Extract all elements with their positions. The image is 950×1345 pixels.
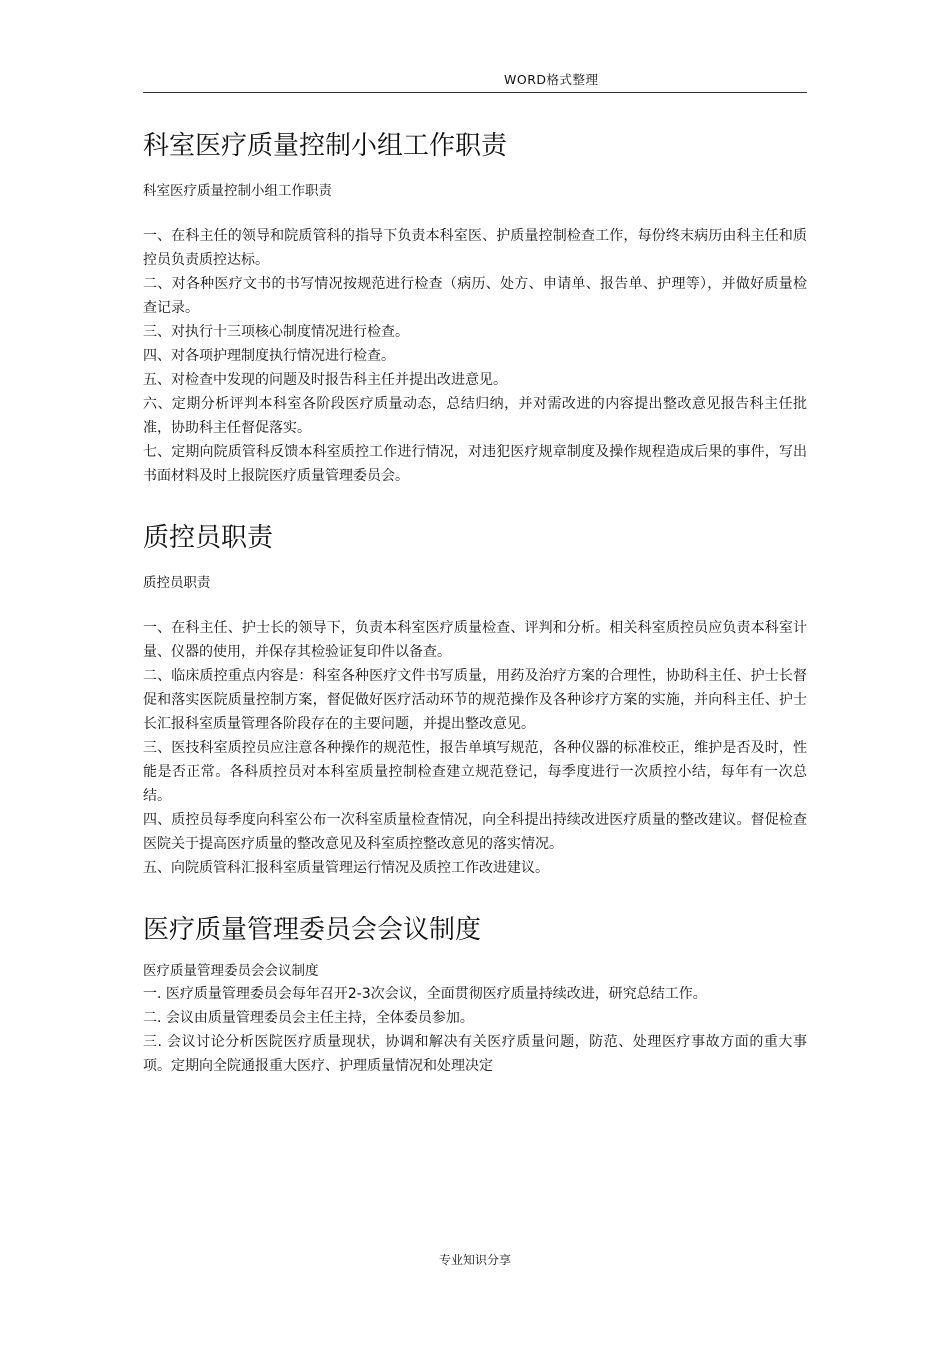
paragraph: 三、对执行十三项核心制度情况进行检查。 [143,324,409,340]
paragraph: 五、向院质管科汇报科室质量管理运行情况及质控工作改进建议。 [143,860,549,876]
paragraph: 七、定期向院质管科反馈本科室质控工作进行情况，对违犯医疗规章制度及操作规程造成后果的事件，写出书面材料及时上报院医疗质量管理委员会。 [143,444,807,484]
paragraph: 四、质控员每季度向科室公布一次科室质量检查情况，向全科提出持续改进医疗质量的整改建议。督促检查医院关于提高医疗质量的整改意见及科室质控整改意见的落实情况。 [143,812,807,852]
paragraph: 四、对各项护理制度执行情况进行检查。 [143,348,395,364]
section-title: 医疗质量管理委员会会议制度 [143,915,482,945]
section-subtitle: 医疗质量管理委员会会议制度 [143,963,319,979]
paragraph: 三、医技科室质控员应注意各种操作的规范性，报告单填写规范，各种仪器的标准校正，维护是否及时，性能是否正常。各科质控员对本科室质量控制检查建立规范登记，每季度进行一次质控小结，每年有一次总结。 [143,740,807,804]
section-subtitle: 质控员职责 [143,575,211,591]
section-quality-control-group [143,92,807,488]
page-header [143,68,807,93]
page-footer: 专业知识分享 [438,1253,511,1267]
section-title: 质控员职责 [143,523,274,553]
paragraph: 二、临床质控重点内容是：科室各种医疗文件书写质量，用药及治疗方案的合理性，协助科主任、护士长督促和落实医院质量控制方案，督促做好医疗活动环节的规范操作及各种诊疗方案的实施，并向科主任、护士长汇报科室质量管理各阶段存在的主要问题，并提出整改意见。 [143,668,807,732]
paragraph: 一. 医疗质量管理委员会每年召开2-3次会议，全面贯彻医疗质量持续改进，研究总结工作。 [143,986,707,1002]
paragraph: 一、在科主任的领导和院质管科的指导下负责本科室医、护质量控制检查工作，每份终末病历由科主任和质控员负责质控达标。 [143,228,807,268]
paragraph: 二、对各种医疗文书的书写情况按规范进行检查（病历、处方、申请单、报告单、护理等），并做好质量检查记录。 [143,276,807,316]
header-text: WORD格式整理 [504,72,599,87]
document-body [143,92,807,1078]
section-subtitle: 科室医疗质量控制小组工作职责 [143,183,332,199]
section-title: 科室医疗质量控制小组工作职责 [143,131,508,161]
paragraph: 一、在科主任、护士长的领导下，负责本科室医疗质量检查、评判和分析。相关科室质控员应负责本科室计量、仪器的使用，并保存其检验证复印件以备查。 [143,620,807,660]
paragraph: 二. 会议由质量管理委员会主任主持，全体委员参加。 [143,1010,474,1026]
paragraph: 三. 会议讨论分析医院医疗质量现状，协调和解决有关医疗质量问题，防范、处理医疗事故方面的重大事项。定期向全院通报重大医疗、护理质量情况和处理决定 [143,1034,807,1074]
paragraph: 五、对检查中发现的问题及时报告科主任并提出改进意见。 [143,372,507,388]
paragraph: 六、定期分析评判本科室各阶段医疗质量动态，总结归纳，并对需改进的内容提出整改意见报告科主任批准，协助科主任督促落实。 [143,396,807,436]
section-committee-meeting-system [143,880,807,1078]
section-quality-controller-duties [143,488,807,880]
